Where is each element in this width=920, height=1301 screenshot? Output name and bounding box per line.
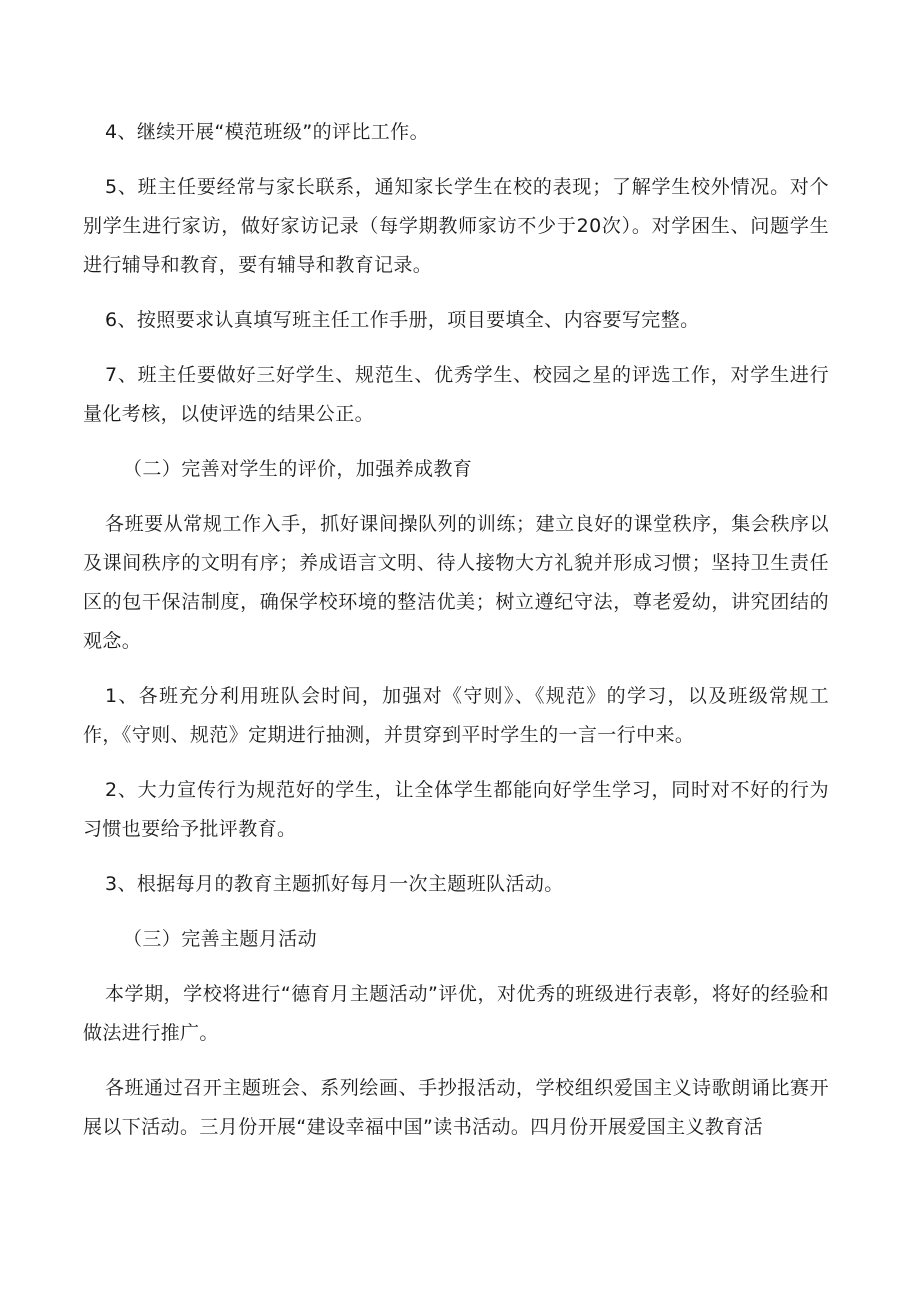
list-item-4: 4、继续开展“模范班级”的评比工作。 [105,121,429,143]
sub-item-2: 2、大力宣传行为规范好的学生，让全体学生都能向好学生学习，同时对不好的行为习惯也要给予批评教育。 [83,779,829,840]
list-item-5: 5、班主任要经常与家长联系，通知家长学生在校的表现；了解学生校外情况。对个别学生进行家访，做好家访记录（每学期教师家访不少于20次）。对学困生、问题学生进行辅导和教育，要有辅导和教育记录。 [83,176,829,276]
sub-item-3: 3、根据每月的教育主题抓好每月一次主题班队活动。 [105,873,564,895]
list-item-7: 7、班主任要做好三好学生、规范生、优秀学生、校园之星的评选工作，对学生进行量化考核，以使评选的结果公正。 [83,364,829,425]
section-heading-2: （二）完善对学生的评价，加强养成教育 [123,458,473,480]
paragraph-activities: 各班通过召开主题班会、系列绘画、手抄报活动，学校组织爱国主义诗歌朗诵比赛开展以下活动。三月份开展“建设幸福中国”读书活动。四月份开展爱国主义教育活 [83,1077,829,1138]
document-body [83,113,829,1163]
paragraph-semester: 本学期，学校将进行“德育月主题活动”评优，对优秀的班级进行表彰，将好的经验和做法进行推广。 [83,983,829,1044]
section-heading-3: （三）完善主题月活动 [123,928,318,950]
paragraph-habits: 各班要从常规工作入手，抓好课间操队列的训练；建立良好的课堂秩序，集会秩序以及课间秩序的文明有序；养成语言文明、待人接物大方礼貌并形成习惯；坚持卫生责任区的包干保洁制度，确保学校环境的整洁优美；树立遵纪守法，尊老爱幼，讲究团结的观念。 [83,513,829,652]
list-item-6: 6、按照要求认真填写班主任工作手册，项目要填全、内容要写完整。 [105,309,700,331]
sub-item-1: 1、各班充分利用班队会时间，加强对《守则》、《规范》的学习，以及班级常规工作，《守则、规范》定期进行抽测，并贯穿到平时学生的一言一行中来。 [83,685,829,746]
